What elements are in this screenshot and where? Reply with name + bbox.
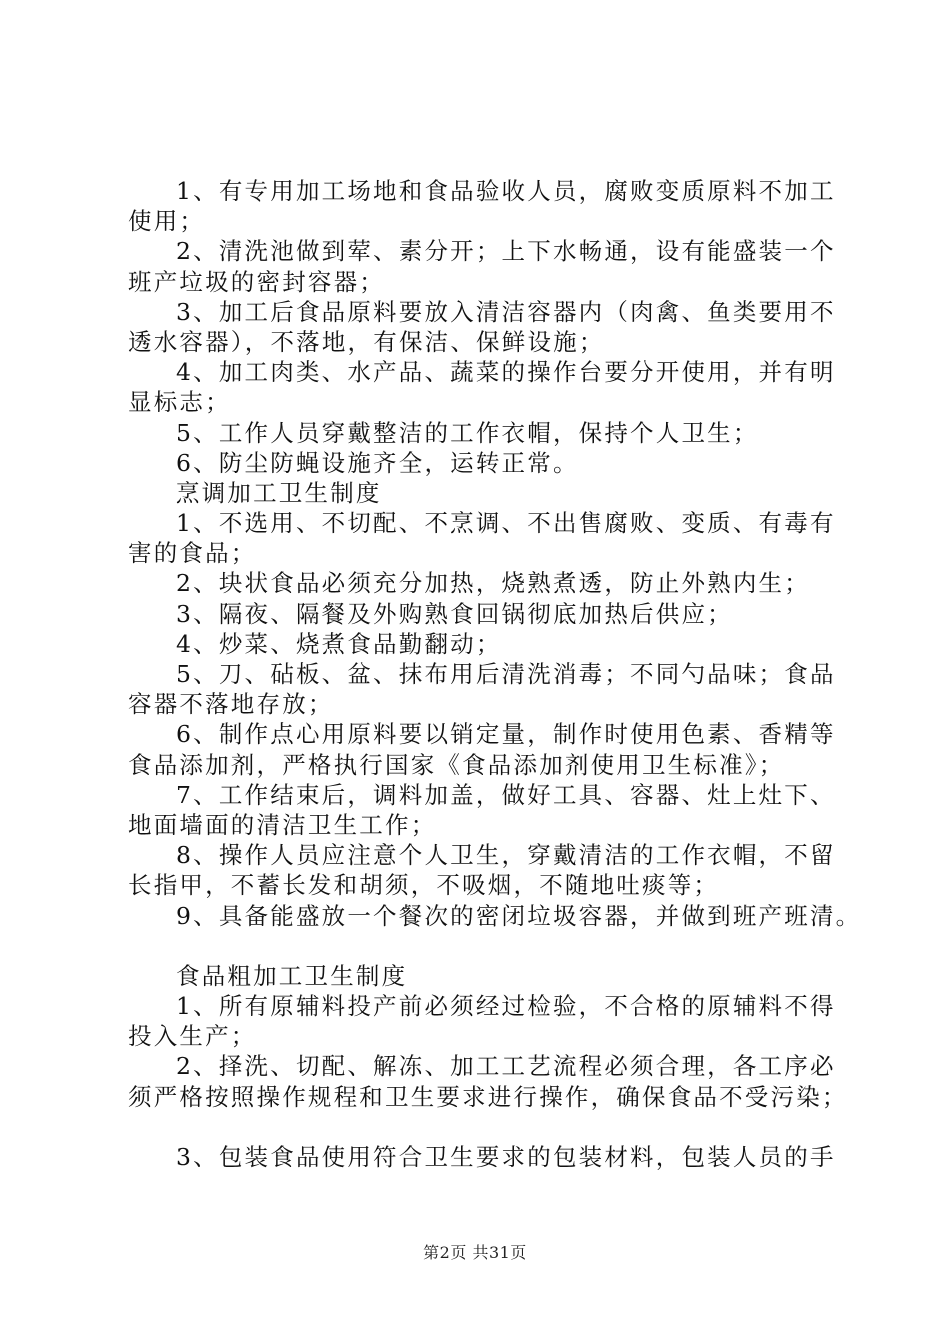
text-line: 1、有专用加工场地和食品验收人员，腐败变质原料不加工: [176, 177, 836, 205]
document-body: [128, 176, 862, 1172]
text-line: 长指甲，不蓄长发和胡须，不吸烟，不随地吐痰等；: [128, 871, 720, 900]
blank-line: [128, 931, 840, 961]
text-line: 容器不落地存放；: [128, 690, 334, 719]
text-line: 2、块状食品必须充分加热，烧熟煮透，防止外熟内生；: [176, 569, 810, 598]
text-line: 班产垃圾的密封容器；: [128, 267, 385, 296]
text-line: 3、加工后食品原料要放入清洁容器内（肉禽、鱼类要用不: [176, 297, 836, 326]
text-line: 显标志；: [128, 388, 231, 417]
text-line: 9、具备能盛放一个餐次的密闭垃圾容器，并做到班产班清。: [176, 901, 862, 930]
text-line: 使用；: [128, 207, 206, 236]
text-line: 4、炒菜、烧煮食品勤翻动；: [176, 629, 502, 658]
text-line: 7、工作结束后，调料加盖，做好工具、容器、灶上灶下、: [176, 780, 836, 809]
blank-line: [128, 1112, 840, 1142]
text-line: 食品粗加工卫生制度: [176, 961, 408, 990]
text-line: 3、包装食品使用符合卫生要求的包装材料，包装人员的手: [176, 1143, 836, 1171]
text-line: 6、制作点心用原料要以销定量，制作时使用色素、香精等: [176, 720, 836, 749]
text-line: 透水容器），不落地，有保洁、保鲜设施；: [128, 327, 605, 356]
text-line: 6、防尘防蝇设施齐全，运转正常。: [176, 448, 579, 477]
text-line: 食品添加剂，严格执行国家《食品添加剂使用卫生标准》；: [128, 750, 785, 779]
text-line: 2、清洗池做到荤、素分开；上下水畅通，设有能盛装一个: [176, 237, 836, 266]
text-line: 须严格按照操作规程和卫生要求进行操作，确保食品不受污染；: [128, 1082, 848, 1111]
text-line: 烹调加工卫生制度: [176, 478, 382, 507]
text-line: 投入生产；: [128, 1022, 257, 1051]
text-line: 1、所有原辅料投产前必须经过检验，不合格的原辅料不得: [176, 992, 836, 1021]
text-line: 5、工作人员穿戴整洁的工作衣帽，保持个人卫生；: [176, 418, 759, 447]
text-line: 3、隔夜、隔餐及外购熟食回锅彻底加热后供应；: [176, 599, 733, 628]
text-line: 地面墙面的清洁卫生工作；: [128, 810, 437, 839]
text-line: 8、操作人员应注意个人卫生，穿戴清洁的工作衣帽，不留: [176, 841, 836, 870]
page-footer: 第2页 共31页: [423, 1243, 527, 1262]
text-line: 害的食品；: [128, 539, 257, 568]
text-line: 5、刀、砧板、盆、抹布用后清洗消毒；不同勺品味；食品: [176, 660, 836, 688]
text-line: 4、加工肉类、水产品、蔬菜的操作台要分开使用，并有明: [176, 358, 836, 387]
text-line: 2、择洗、切配、解冻、加工工艺流程必须合理，各工序必: [176, 1052, 836, 1081]
text-line: 1、不选用、不切配、不烹调、不出售腐败、变质、有毒有: [176, 509, 836, 538]
